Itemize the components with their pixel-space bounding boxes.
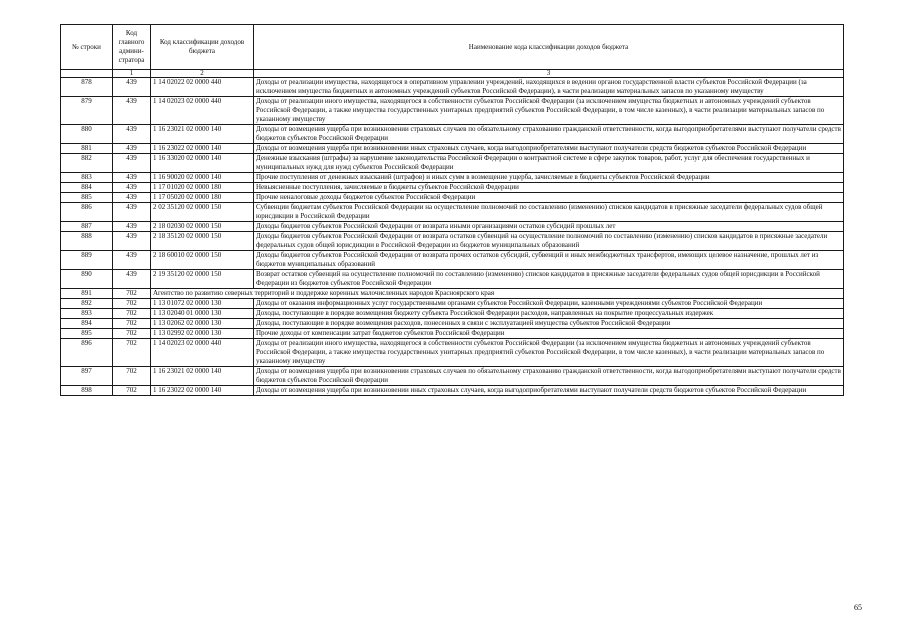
admin-code-cell: 439 [113,203,151,222]
admin-code-cell: 439 [113,154,151,173]
classification-name-cell: Доходы, поступающие в порядке возмещения расходов, понесенных в связи с эксплуатацией имущества субъектов Российской Федерации [254,319,844,329]
table-row [61,319,844,329]
row-number-cell: 887 [61,222,113,232]
classification-code-cell: 1 16 90020 02 0000 140 [151,173,254,183]
classification-name-cell: Доходы от возмещения ущерба при возникновении страховых случаев по обязательному страхованию гражданской ответственности, когда выгодоприобретателями выступают получатели средств бюджетов субъектов Российской Федерации [254,125,844,144]
table-row [61,97,844,125]
classification-code-cell: 2 18 35120 02 0000 150 [151,232,254,251]
row-number-cell: 894 [61,319,113,329]
header-row-number: № строки [61,25,113,70]
table-header-row [61,25,844,70]
row-number-cell: 879 [61,97,113,125]
table-row [61,154,844,173]
table-row [61,329,844,339]
row-number-cell: 883 [61,173,113,183]
row-number-cell: 889 [61,251,113,270]
table-row [61,173,844,183]
row-number-cell: 881 [61,144,113,154]
admin-code-cell: 439 [113,173,151,183]
row-number-cell: 890 [61,270,113,289]
classification-code-cell: 1 17 01020 02 0000 180 [151,183,254,193]
table-row [61,222,844,232]
classification-name-cell: Денежные взыскания (штрафы) за нарушение законодательства Российской Федерации о контрактной системе в сфере закупок товаров, работ, услуг для обеспечения государственных и муниципальных нужд для нужд субъектов Российской Федерации [254,154,844,173]
table-row [61,232,844,251]
classification-code-cell: 1 13 02062 02 0000 130 [151,319,254,329]
row-number-cell: 898 [61,386,113,396]
table-row [61,289,844,299]
column-number: 3 [254,70,844,78]
admin-code-cell: 439 [113,78,151,97]
table-row [61,386,844,396]
administrator-name-cell: Агентство по развитию северных территорий и поддержке коренных малочисленных народов Красноярского края [151,289,844,299]
column-number: 1 [113,70,151,78]
table-row [61,299,844,309]
classification-code-cell: 1 16 23022 02 0000 140 [151,386,254,396]
admin-code-cell: 702 [113,299,151,309]
row-number-cell: 885 [61,193,113,203]
table-row [61,78,844,97]
admin-code-cell: 702 [113,309,151,319]
column-number-row [61,70,844,78]
header-classification-name: Наименование кода классификации доходов бюджета [254,25,844,70]
column-number [61,70,113,78]
classification-code-cell: 1 13 01072 02 0000 130 [151,299,254,309]
admin-code-cell: 702 [113,319,151,329]
table-row [61,270,844,289]
table-row [61,125,844,144]
admin-code-cell: 439 [113,144,151,154]
classification-name-cell: Доходы, поступающие в порядке возмещения бюджету субъекта Российской Федерации расходов, направленных на покрытие процессуальных издержек [254,309,844,319]
classification-code-cell: 1 14 02022 02 0000 440 [151,78,254,97]
classification-code-cell: 1 16 23021 02 0000 140 [151,367,254,386]
table-row [61,203,844,222]
classification-code-cell: 2 18 60010 02 0000 150 [151,251,254,270]
table-row [61,183,844,193]
classification-code-cell: 1 14 02023 02 0000 440 [151,339,254,367]
classification-name-cell: Доходы бюджетов субъектов Российской Федерации от возврата иными организациями остатков субсидий прошлых лет [254,222,844,232]
row-number-cell: 891 [61,289,113,299]
classification-code-cell: 1 16 23022 02 0000 140 [151,144,254,154]
classification-name-cell: Доходы от оказания информационных услуг государственными органами субъектов Российской Федерации, казенными учреждениями субъектов Российской Федерации [254,299,844,309]
classification-name-cell: Доходы бюджетов субъектов Российской Федерации от возврата остатков субвенций на осуществление полномочий по составлению (изменению) списков кандидатов в присяжные заседатели федеральных судов общей юрисдикции в Российской Федерации из бюджетов муниципальных образований [254,232,844,251]
classification-code-cell: 1 16 23021 02 0000 140 [151,125,254,144]
table-row [61,339,844,367]
row-number-cell: 878 [61,78,113,97]
row-number-cell: 893 [61,309,113,319]
classification-code-cell: 1 17 05020 02 0000 180 [151,193,254,203]
table-row [61,309,844,319]
row-number-cell: 882 [61,154,113,173]
table-row [61,251,844,270]
classification-name-cell: Доходы от реализации иного имущества, находящегося в собственности субъектов Российской Федерации (за исключением имущества бюджетных и автономных учреждений субъектов Российской Федерации, а также имущества государственных унитарных предприятий субъектов Российской Федерации, в том числе казенных), в части реализации материальных запасов по указанному имуществу [254,97,844,125]
row-number-cell: 897 [61,367,113,386]
row-number-cell: 896 [61,339,113,367]
admin-code-cell: 439 [113,270,151,289]
header-admin-code: Код главного админи-стратора [113,25,151,70]
admin-code-cell: 702 [113,329,151,339]
column-number: 2 [151,70,254,78]
admin-code-cell: 439 [113,222,151,232]
classification-name-cell: Невыясненные поступления, зачисляемые в бюджеты субъектов Российской Федерации [254,183,844,193]
classification-name-cell: Доходы от реализации иного имущества, находящегося в собственности субъектов Российской Федерации (за исключением имущества бюджетных и автономных учреждений субъектов Российской Федерации, а также имущества государственных унитарных предприятий субъектов Российской Федерации, в том числе казенных), в части реализации материальных запасов по указанному имуществу [254,339,844,367]
classification-name-cell: Доходы от возмещения ущерба при возникновении страховых случаев по обязательному страхованию гражданской ответственности, когда выгодоприобретателями выступают получатели средств бюджетов субъектов Российской Федерации [254,367,844,386]
row-number-cell: 886 [61,203,113,222]
admin-code-cell: 702 [113,386,151,396]
admin-code-cell: 439 [113,183,151,193]
row-number-cell: 895 [61,329,113,339]
classification-code-cell: 2 02 35120 02 0000 150 [151,203,254,222]
table-row [61,193,844,203]
classification-name-cell: Прочие поступления от денежных взысканий (штрафов) и иных сумм в возмещение ущерба, зачисляемые в бюджеты субъектов Российской Федерации [254,173,844,183]
classification-name-cell: Доходы бюджетов субъектов Российской Федерации от возврата прочих остатков субсидий, субвенций и иных межбюджетных трансфертов, имеющих целевое назначение, прошлых лет из бюджетов муниципальных образований [254,251,844,270]
classification-code-cell: 1 16 33020 02 0000 140 [151,154,254,173]
admin-code-cell: 702 [113,339,151,367]
row-number-cell: 880 [61,125,113,144]
classification-name-cell: Доходы от возмещения ущерба при возникновении иных страховых случаев, когда выгодоприобретателями выступают получатели средств бюджетов субъектов Российской Федерации [254,144,844,154]
document-page [60,24,844,396]
classification-name-cell: Доходы от реализации имущества, находящегося в оперативном управлении учреждений, находящихся в ведении органов государственной власти субъектов Российской Федерации (за исключением имущества бюджетных и автономных учреждений субъектов Российской Федерации), в части реализации материальных запасов по указанному имуществу [254,78,844,97]
classification-code-cell: 1 14 02023 02 0000 440 [151,97,254,125]
classification-name-cell: Доходы от возмещения ущерба при возникновении иных страховых случаев, когда выгодоприобретателями выступают получатели средств бюджетов субъектов Российской Федерации [254,386,844,396]
classification-code-cell: 1 13 02992 02 0000 130 [151,329,254,339]
admin-code-cell: 702 [113,289,151,299]
table-row [61,144,844,154]
classification-name-cell: Прочие доходы от компенсации затрат бюджетов субъектов Российской Федерации [254,329,844,339]
classification-code-cell: 2 18 02030 02 0000 150 [151,222,254,232]
classification-name-cell: Возврат остатков субвенций на осуществление полномочий по составлению (изменению) списков кандидатов в присяжные заседатели федеральных судов общей юрисдикции в Российской Федерации из бюджетов субъектов Российской Федерации [254,270,844,289]
row-number-cell: 892 [61,299,113,309]
page-number: 65 [854,603,862,612]
admin-code-cell: 439 [113,125,151,144]
classification-name-cell: Прочие неналоговые доходы бюджетов субъектов Российской Федерации [254,193,844,203]
admin-code-cell: 439 [113,97,151,125]
header-classification-code: Код классификации доходов бюджета [151,25,254,70]
row-number-cell: 888 [61,232,113,251]
classification-code-cell: 2 19 35120 02 0000 150 [151,270,254,289]
budget-classification-table [60,24,844,396]
admin-code-cell: 702 [113,367,151,386]
row-number-cell: 884 [61,183,113,193]
admin-code-cell: 439 [113,232,151,251]
admin-code-cell: 439 [113,251,151,270]
classification-code-cell: 1 13 02040 01 0000 130 [151,309,254,319]
classification-name-cell: Субвенции бюджетам субъектов Российской Федерации на осуществление полномочий по составлению (изменению) списков кандидатов в присяжные заседатели федеральных судов общей юрисдикции в Российской Федерации [254,203,844,222]
table-row [61,367,844,386]
admin-code-cell: 439 [113,193,151,203]
